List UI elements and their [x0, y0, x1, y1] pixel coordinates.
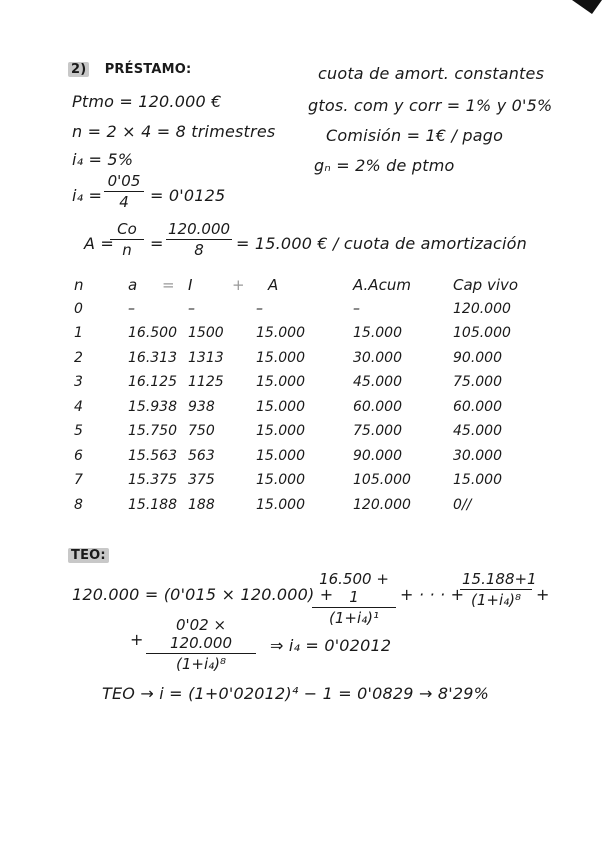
cell-interest: 750 — [188, 423, 215, 439]
cell-interest: 563 — [188, 447, 215, 464]
amortization-type: cuota de amort. constantes — [318, 64, 545, 83]
cell-payment: 16.500 — [128, 325, 177, 341]
cell-amortization: 15.000 — [256, 472, 305, 488]
periods-value: 8 — [194, 241, 204, 259]
header-plus: + — [232, 276, 245, 294]
cell-accumulated: – — [353, 300, 360, 317]
amortization-result: = 15.000 € / cuota de amortización — [236, 234, 527, 253]
cell-payment: 15.938 — [128, 398, 177, 415]
cell-amortization: 15.000 — [256, 447, 305, 464]
cell-period: 5 — [74, 423, 83, 439]
cell-accumulated: 90.000 — [353, 447, 402, 464]
cell-payment: 15.750 — [128, 423, 177, 439]
quarterly-rate-fraction — [104, 172, 144, 211]
expenses-rates: gtos. com y corr = 1% y 0'5% — [308, 96, 553, 115]
amortization-fraction-1 — [110, 220, 144, 259]
cell-period: 0 — [74, 300, 83, 317]
cell-period: 6 — [74, 447, 83, 464]
teo-term-first-den: (1+i₄)¹ — [328, 609, 379, 627]
cell-period: 4 — [74, 398, 83, 415]
cell-accumulated: 60.000 — [353, 398, 402, 415]
cell-accumulated: 15.000 — [353, 325, 402, 341]
cell-interest: 1500 — [188, 325, 224, 341]
teo-result: ⇒ i₄ = 0'02012 — [270, 636, 392, 655]
problem-title: PRÉSTAMO: — [104, 62, 192, 77]
cell-outstanding: 30.000 — [453, 447, 502, 464]
amortization-lhs: A = — [84, 234, 115, 253]
commission: Comisión = 1€ / pago — [326, 126, 504, 145]
cell-interest: 1125 — [188, 374, 224, 390]
header-interest: I — [188, 276, 193, 294]
cell-payment: 16.313 — [128, 349, 177, 366]
teo-term-last-num: 15.188+1 — [462, 570, 537, 588]
cell-accumulated: 105.000 — [353, 472, 411, 488]
header-a: a — [128, 276, 138, 294]
capital-value: 120.000 — [168, 220, 231, 238]
teo-term-first-num: 16.500 + 1 — [319, 570, 389, 606]
annual-rate: i₄ = 5% — [72, 150, 134, 169]
capital-symbol: Co — [117, 220, 137, 238]
cell-period: 1 — [74, 325, 83, 341]
amortization-eq: = — [150, 234, 164, 253]
teo-label-wrap — [68, 544, 109, 563]
cell-outstanding: 60.000 — [453, 398, 502, 415]
cell-payment: 15.188 — [128, 496, 177, 513]
quarterly-rate-denominator: 4 — [119, 193, 129, 211]
table-row — [68, 472, 548, 497]
teo-dots: + · · · + — [400, 585, 465, 604]
header-outstanding: Cap vivo — [453, 276, 519, 294]
cell-accumulated: 75.000 — [353, 423, 402, 439]
cell-amortization: 15.000 — [256, 325, 305, 341]
cell-accumulated: 45.000 — [353, 374, 402, 390]
cell-outstanding: 120.000 — [453, 300, 511, 317]
teo-label: TEO: — [68, 548, 109, 563]
periods-symbol: n — [122, 241, 132, 259]
table-row — [68, 497, 548, 522]
cell-amortization: 15.000 — [256, 423, 305, 439]
teo-term-expenses-num: 0'02 × 120.000 — [169, 616, 233, 652]
table-row — [68, 325, 548, 350]
corner-mark — [542, 0, 602, 14]
cell-interest: – — [188, 300, 195, 317]
teo-final: TEO → i = (1+0'02012)⁴ − 1 = 0'0829 → 8'29% — [102, 684, 489, 703]
cell-outstanding: 90.000 — [453, 349, 502, 366]
cell-amortization: 15.000 — [256, 496, 305, 513]
cell-amortization: – — [256, 300, 263, 317]
cell-amortization: 15.000 — [256, 374, 305, 390]
cell-interest: 188 — [188, 496, 215, 513]
table-header-row — [68, 276, 548, 301]
cell-period: 2 — [74, 349, 83, 366]
header-accumulated: A.Acum — [353, 276, 411, 294]
table-row — [68, 399, 548, 424]
header-n: n — [74, 276, 84, 294]
teo-trailing-plus: + — [536, 585, 550, 604]
cell-interest: 1313 — [188, 349, 224, 366]
amortization-fraction-2 — [166, 220, 232, 259]
cell-period: 7 — [74, 472, 83, 488]
cell-outstanding: 0// — [453, 496, 472, 513]
amortization-table — [68, 276, 548, 521]
loan-amount: Ptmo = 120.000 € — [72, 92, 222, 111]
cell-payment: 15.375 — [128, 472, 177, 488]
cell-accumulated: 120.000 — [353, 496, 411, 513]
cell-period: 3 — [74, 374, 83, 390]
table-row — [68, 374, 548, 399]
problem-header — [68, 58, 191, 77]
teo-equation-lhs: 120.000 = (0'015 × 120.000) + — [72, 585, 334, 604]
cell-outstanding: 105.000 — [453, 325, 511, 341]
cell-amortization: 15.000 — [256, 349, 305, 366]
cell-interest: 375 — [188, 472, 215, 488]
initial-expenses: gₙ = 2% de ptmo — [314, 156, 455, 175]
table-row — [68, 448, 548, 473]
table-body — [68, 301, 548, 522]
cell-accumulated: 30.000 — [353, 349, 402, 366]
teo-term-last-den: (1+i₄)⁸ — [470, 591, 521, 609]
teo-term-last — [460, 570, 537, 609]
cell-payment: 16.125 — [128, 374, 177, 390]
cell-payment: 15.563 — [128, 447, 177, 464]
quarterly-rate-lhs: i₄ = — [72, 186, 103, 205]
quarterly-rate-result: = 0'0125 — [150, 186, 226, 205]
cell-amortization: 15.000 — [256, 398, 305, 415]
teo-leading-plus: + — [130, 630, 144, 649]
cell-outstanding: 75.000 — [453, 374, 502, 390]
teo-term-expenses-den: (1+i₄)⁸ — [175, 655, 226, 673]
header-amortization: A — [268, 276, 279, 294]
problem-number: 2) — [68, 62, 89, 77]
cell-payment: – — [128, 300, 135, 317]
teo-term-first — [312, 570, 396, 627]
table-row — [68, 423, 548, 448]
table-row — [68, 301, 548, 326]
header-equals: = — [162, 276, 175, 294]
cell-outstanding: 15.000 — [453, 472, 502, 488]
quarterly-rate-numerator: 0'05 — [107, 172, 141, 190]
teo-term-expenses — [146, 616, 256, 673]
cell-period: 8 — [74, 496, 83, 513]
table-row — [68, 350, 548, 375]
cell-interest: 938 — [188, 398, 215, 415]
cell-outstanding: 45.000 — [453, 423, 502, 439]
periods-count: n = 2 × 4 = 8 trimestres — [72, 122, 276, 141]
